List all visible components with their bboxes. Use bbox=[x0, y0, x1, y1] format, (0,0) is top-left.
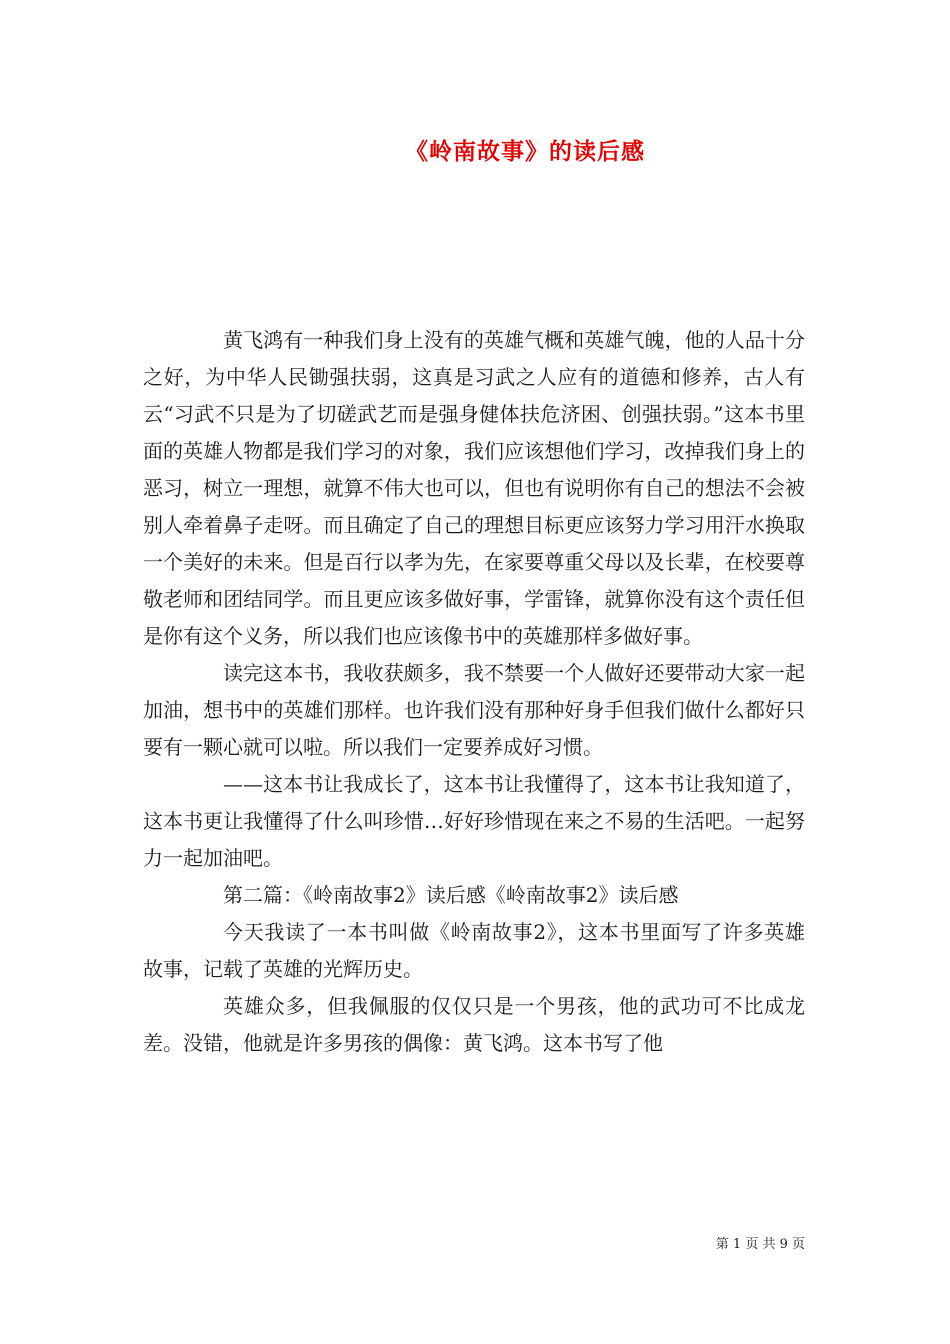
paragraph-2: 读完这本书，我收获颇多，我不禁要一个人做好还要带动大家一起加油，想书中的英雄们那样。也许我们没有那种好身手但我们做什么都好只要有一颗心就可以啦。所以我们一定要养成好习惯。 bbox=[143, 661, 805, 759]
paragraph-4: 今天我读了一本书叫做《岭南故事2》，这本书里面写了许多英雄故事，记载了英雄的光辉历史。 bbox=[143, 920, 805, 981]
paragraph-5: 英雄众多，但我佩服的仅仅只是一个男孩，他的武功可不比成龙差。没错，他就是许多男孩的偶像：黄飞鸿。这本书写了他 bbox=[143, 994, 805, 1055]
page-number-footer: 第 1 页 共 9 页 bbox=[715, 1237, 805, 1252]
paragraph-1: 黄飞鸿有一种我们身上没有的英雄气概和英雄气魄，他的人品十分之好，为中华人民锄强扶弱，这真是习武之人应有的道德和修养，古人有云“习武不只是为了切磋武艺而是强身健体扶危济困、创强扶弱。”这本书里面的英雄人物都是我们学习的对象，我们应该想他们学习，改掉我们身上的恶习，树立一理想，就算不伟大也可以，但也有说明你有自己的想法不会被别人牵着鼻子走呀。而且确定了自己的理想目标更应该努力学习用汗水换取一个美好的未来。但是百行以孝为先，在家要尊重父母以及长辈，在校要尊敬老师和团结同学。而且更应该多做好事，学雷锋，就算你没有这个责任但是你有这个义务，所以我们也应该像书中的英雄那样多做好事。 bbox=[143, 328, 805, 648]
document-title: 《岭南故事》的读后感 bbox=[405, 138, 645, 165]
document-body bbox=[143, 322, 805, 1062]
paragraph-3: ——这本书让我成长了，这本书让我懂得了，这本书让我知道了，这本书更让我懂得了什么叫珍惜…好好珍惜现在来之不易的生活吧。一起努力一起加油吧。 bbox=[143, 772, 805, 870]
section-heading-second-article: 第二篇：《岭南故事2》读后感《岭南故事2》读后感 bbox=[223, 883, 679, 907]
